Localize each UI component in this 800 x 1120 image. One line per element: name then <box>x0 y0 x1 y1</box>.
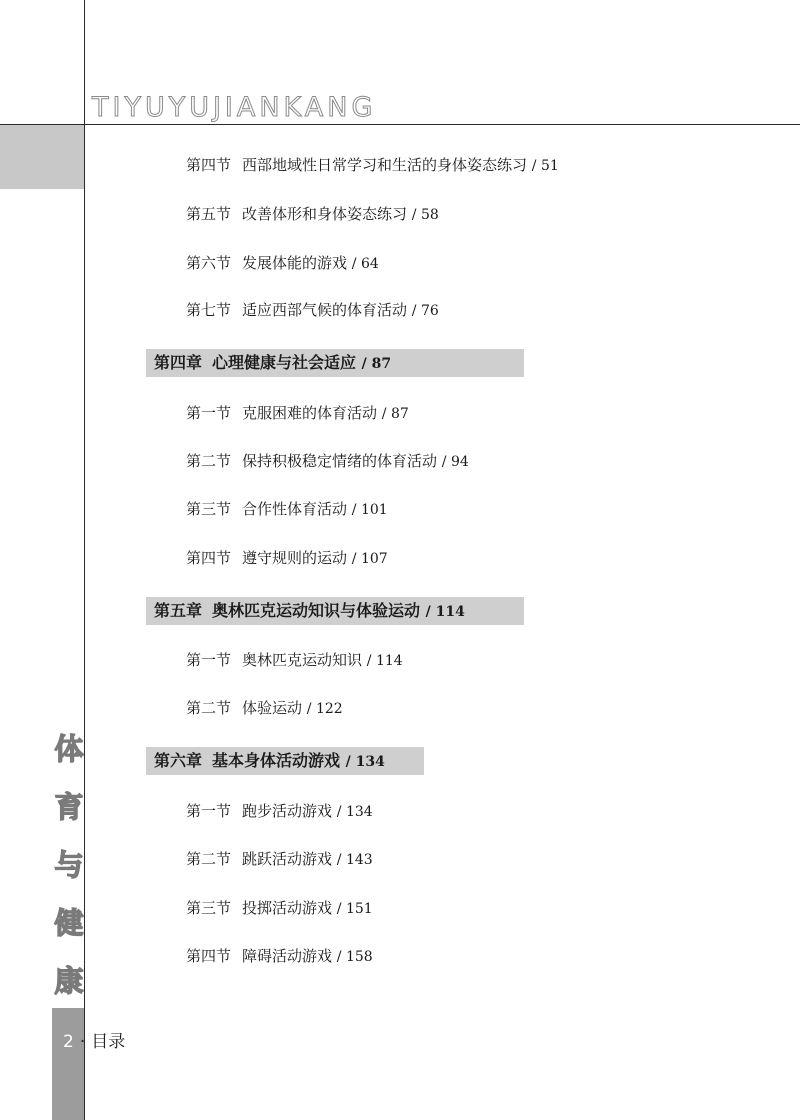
section-title: 改善体形和身体姿态练习 <box>242 205 408 223</box>
section-title: 障碍活动游戏 <box>242 947 333 965</box>
toc-section[interactable] <box>186 300 439 321</box>
toc-section[interactable] <box>186 898 373 919</box>
page-ref: / 134 <box>345 754 385 770</box>
section-number: 第四节 <box>186 549 232 567</box>
toc-section[interactable] <box>186 451 469 472</box>
section-number: 第二节 <box>186 699 232 717</box>
section-number: 第一节 <box>186 651 232 669</box>
page-ref: / 114 <box>366 653 403 669</box>
section-title: 体验运动 <box>242 699 303 717</box>
page-ref: / 101 <box>351 502 388 518</box>
toc-section[interactable] <box>186 204 439 225</box>
section-number: 第三节 <box>186 899 232 917</box>
page-ref: / 51 <box>531 158 559 174</box>
section-title: 克服困难的体育活动 <box>242 404 378 422</box>
chapter-number: 第六章 <box>154 751 203 770</box>
section-title: 西部地域性日常学习和生活的身体姿态练习 <box>242 156 528 174</box>
toc-chapter[interactable] <box>146 349 524 377</box>
section-title: 奥林匹克运动知识 <box>242 651 363 669</box>
side-title-char: 体 <box>54 732 84 766</box>
side-title-char: 育 <box>54 790 84 824</box>
side-title-char: 康 <box>54 964 84 998</box>
chapter-title: 心理健康与社会适应 <box>212 353 357 372</box>
chapter-number: 第四章 <box>154 353 203 372</box>
section-number: 第六节 <box>186 254 232 272</box>
page-ref: / 87 <box>381 406 409 422</box>
toc-chapter[interactable] <box>146 747 424 775</box>
section-title: 遵守规则的运动 <box>242 549 348 567</box>
chapter-number: 第五章 <box>154 601 203 620</box>
side-title-char: 与 <box>54 848 84 882</box>
footer-bullet: · <box>79 1032 86 1052</box>
toc-section[interactable] <box>186 849 373 870</box>
section-number: 第四节 <box>186 156 232 174</box>
toc-section[interactable] <box>186 801 373 822</box>
page-ref: / 143 <box>336 852 373 868</box>
page-ref: / 114 <box>425 604 465 620</box>
page-ref: / 87 <box>361 356 392 372</box>
header-pinyin: TIYUYUJIANKANG <box>92 92 377 123</box>
section-title: 跑步活动游戏 <box>242 802 333 820</box>
section-title: 发展体能的游戏 <box>242 254 348 272</box>
toc-chapter[interactable] <box>146 597 524 625</box>
section-number: 第二节 <box>186 850 232 868</box>
page-ref: / 134 <box>336 804 373 820</box>
page-ref: / 58 <box>411 207 439 223</box>
page-ref: / 158 <box>336 949 373 965</box>
footer-section: 目录 <box>91 1032 126 1052</box>
section-title: 投掷活动游戏 <box>242 899 333 917</box>
toc-section[interactable] <box>186 403 409 424</box>
section-title: 适应西部气候的体育活动 <box>242 301 408 319</box>
chapter-title: 奥林匹克运动知识与体验运动 <box>212 601 421 620</box>
section-title: 跳跃活动游戏 <box>242 850 333 868</box>
toc-section[interactable] <box>186 698 343 719</box>
toc-section[interactable] <box>186 499 388 520</box>
chapter-title: 基本身体活动游戏 <box>212 751 341 770</box>
page-ref: / 107 <box>351 551 388 567</box>
page-ref: / 64 <box>351 256 379 272</box>
toc-section[interactable] <box>186 253 379 274</box>
section-number: 第一节 <box>186 404 232 422</box>
section-title: 保持积极稳定情绪的体育活动 <box>242 452 438 470</box>
page-ref: / 151 <box>336 901 373 917</box>
toc-section[interactable] <box>186 548 388 569</box>
page-ref: / 122 <box>306 701 343 717</box>
page-ref: / 94 <box>441 454 469 470</box>
toc-section[interactable] <box>186 946 373 967</box>
section-number: 第二节 <box>186 452 232 470</box>
section-number: 第五节 <box>186 205 232 223</box>
toc-section[interactable] <box>186 155 559 176</box>
section-number: 第一节 <box>186 802 232 820</box>
page-number: 2 <box>63 1032 74 1052</box>
section-title: 合作性体育活动 <box>242 500 348 518</box>
toc-section[interactable] <box>186 650 403 671</box>
side-title-char: 健 <box>54 906 84 940</box>
page-ref: / 76 <box>411 303 439 319</box>
section-number: 第三节 <box>186 500 232 518</box>
section-number: 第四节 <box>186 947 232 965</box>
section-number: 第七节 <box>186 301 232 319</box>
